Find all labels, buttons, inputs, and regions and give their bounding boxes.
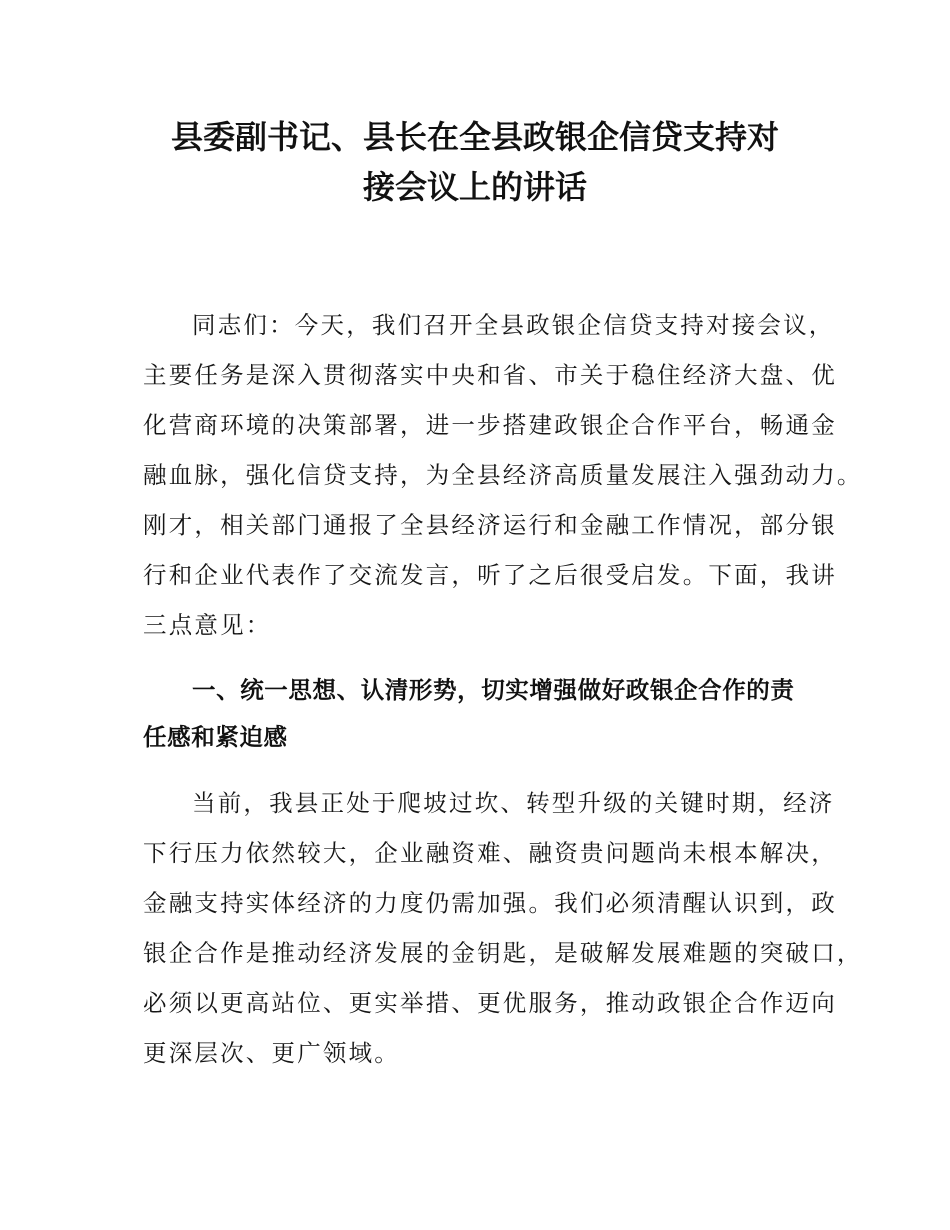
paragraph-1-line-4: 融血脉，强化信贷支持，为全县经济高质量发展注入强劲动力。 (143, 461, 863, 489)
section-heading-line-2: 任感和紧迫感 (143, 723, 288, 751)
paragraph-2-line-6: 更深层次、更广领域。 (143, 1039, 400, 1067)
paragraph-2-line-1: 当前，我县正处于爬坡过坎、转型升级的关键时期，经济 (192, 789, 835, 817)
paragraph-2-line-5: 必须以更高站位、更实举措、更优服务，推动政银企合作迈向 (143, 989, 837, 1017)
paragraph-2-line-3: 金融支持实体经济的力度仍需加强。我们必须清醒认识到，政 (143, 889, 837, 917)
paragraph-1-line-1: 同志们：今天，我们召开全县政银企信贷支持对接会议， (192, 311, 835, 339)
paragraph-2-line-4: 银企合作是推动经济发展的金钥匙，是破解发展难题的突破口， (143, 939, 863, 967)
title-line-2: 接会议上的讲话 (362, 168, 587, 206)
paragraph-1-line-7: 三点意见： (143, 611, 272, 639)
paragraph-1-line-2: 主要任务是深入贯彻落实中央和省、市关于稳住经济大盘、优 (143, 361, 837, 389)
paragraph-2-line-2: 下行压力依然较大，企业融资难、融资贵问题尚未根本解决， (143, 839, 837, 867)
paragraph-1-line-6: 行和企业代表作了交流发言，听了之后很受启发。下面，我讲 (143, 561, 837, 589)
section-heading-line-1: 一、统一思想、认清形势，切实增强做好政银企合作的责 (192, 676, 795, 704)
title-line-1: 县委副书记、县长在全县政银企信贷支持对 (170, 118, 779, 156)
paragraph-1-line-3: 化营商环境的决策部署，进一步搭建政银企合作平台，畅通金 (143, 411, 837, 439)
document-title (0, 112, 950, 212)
paragraph-1-line-5: 刚才，相关部门通报了全县经济运行和金融工作情况，部分银 (143, 511, 837, 539)
